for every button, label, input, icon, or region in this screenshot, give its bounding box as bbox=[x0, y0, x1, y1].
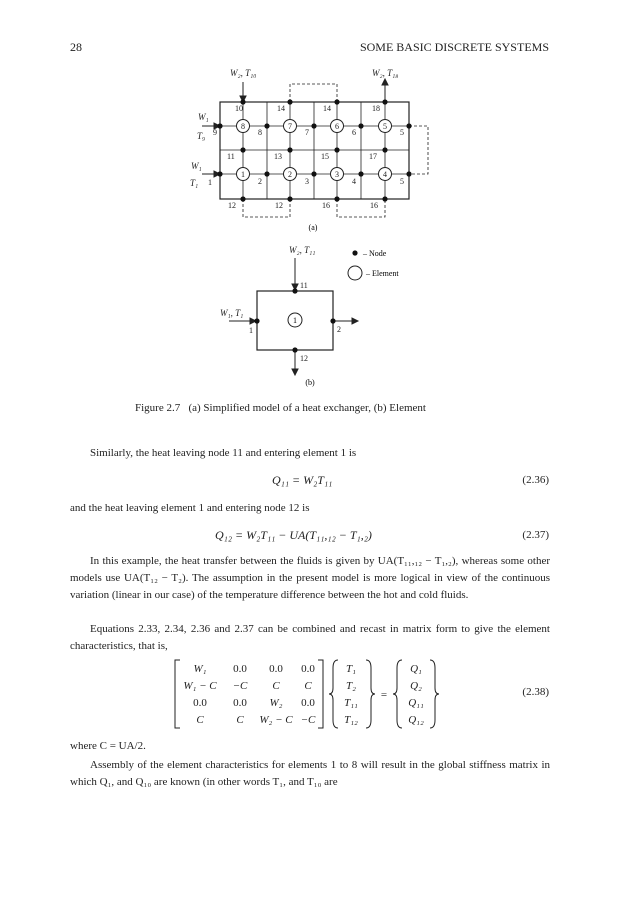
node-11-label: 11 bbox=[300, 281, 308, 290]
legend-element-label: – Element bbox=[366, 269, 399, 278]
t-vector-entry: T₁₁ bbox=[344, 697, 358, 709]
node-label: 6 bbox=[352, 128, 356, 137]
node-label: 14 bbox=[277, 104, 285, 113]
node-label: 10 bbox=[235, 104, 243, 113]
node-label: 4 bbox=[352, 177, 356, 186]
matrix-cell: C bbox=[304, 680, 312, 692]
label-t9: T₉ bbox=[197, 131, 206, 141]
matrix-cell: W₂ − C bbox=[259, 714, 293, 726]
label-w1-t1: W₁, T₁ bbox=[220, 308, 244, 318]
matrix-cell: 0.0 bbox=[301, 663, 315, 675]
figure-a-sublabel: (a) bbox=[308, 223, 318, 232]
node-12-label: 12 bbox=[300, 354, 308, 363]
node-1-label: 1 bbox=[249, 326, 253, 335]
node-label: 7 bbox=[305, 128, 309, 137]
node-label: 5 bbox=[400, 177, 404, 186]
label-w1-lower: W₁ bbox=[191, 161, 202, 171]
matrix-cell: 0.0 bbox=[233, 697, 247, 709]
node-label: 2 bbox=[258, 177, 262, 186]
figure-b-element bbox=[215, 240, 435, 392]
label-w2-t18: W₂, T₁₈ bbox=[372, 68, 399, 78]
matrix-equation-2-38 bbox=[170, 658, 450, 730]
matrix-cell: W₂ bbox=[269, 697, 283, 709]
matrix-cell: C bbox=[272, 680, 280, 692]
node-label: 8 bbox=[258, 128, 262, 137]
element-label: 1 bbox=[241, 170, 245, 179]
legend-node-label: – Node bbox=[363, 249, 387, 258]
where-clause: where C = UA/2. bbox=[70, 740, 146, 752]
matrix-cell: 0.0 bbox=[193, 697, 207, 709]
equals-sign: = bbox=[380, 689, 388, 701]
node-label: 12 bbox=[275, 201, 283, 210]
paragraph-4: Equations 2.33, 2.34, 2.36 and 2.37 can be combined and recast in matrix form to give the element characteristics, that is, bbox=[70, 623, 550, 652]
node-label: 1 bbox=[208, 178, 212, 187]
element-label: 5 bbox=[383, 122, 387, 131]
paragraph-3: In this example, the heat transfer between the fluids is given by UA(T₁₁,₁₂ − T₁,₂), whereas some other models use UA(T₁₂ − T₂). The assumption in the present model is more logical in view of the continuous variation (linear in our case) of the temperature difference between the hot and cold fluids. bbox=[70, 555, 550, 601]
t-vector-entry: T₁₂ bbox=[344, 714, 358, 726]
matrix-cell: 0.0 bbox=[233, 663, 247, 675]
equation-2-37: Q₁₂ = W₂T₁₁ − UA(T₁₁,₁₂ − T₁,₂) bbox=[215, 528, 372, 542]
legend-element-marker bbox=[348, 266, 362, 280]
page-number: 28 bbox=[70, 40, 82, 54]
element-label: 2 bbox=[288, 170, 292, 179]
q-vector-entry: Q₂ bbox=[410, 680, 422, 692]
node-2-label: 2 bbox=[337, 325, 341, 334]
legend-node-marker bbox=[352, 250, 357, 255]
matrix-cell: 0.0 bbox=[269, 663, 283, 675]
node-label: 12 bbox=[228, 201, 236, 210]
matrix-cell: 0.0 bbox=[301, 697, 315, 709]
node-label: 3 bbox=[305, 177, 309, 186]
matrix-cell: C bbox=[196, 714, 204, 726]
label-w1-upper: W₁ bbox=[198, 112, 209, 122]
node-label: 17 bbox=[369, 152, 377, 161]
matrix-cell: C bbox=[236, 714, 244, 726]
matrix-cell: −C bbox=[300, 714, 316, 726]
node-label: 9 bbox=[213, 128, 217, 137]
node-label: 5 bbox=[400, 128, 404, 137]
equation-number-2-36: (2.36) bbox=[522, 474, 549, 486]
t-vector-entry: T₂ bbox=[346, 680, 356, 692]
element-label: 8 bbox=[241, 122, 245, 131]
element-1-label: 1 bbox=[293, 316, 297, 325]
node-label: 16 bbox=[370, 201, 378, 210]
q-vector-entry: Q₁₂ bbox=[408, 714, 424, 726]
label-w2-t10: W₂, T₁₀ bbox=[230, 68, 257, 78]
node-label: 15 bbox=[321, 152, 329, 161]
node-label: 13 bbox=[274, 152, 282, 161]
equation-2-36: Q₁₁ = W₂T₁₁ bbox=[272, 473, 333, 487]
label-w2-t11: W₂, T₁₁ bbox=[289, 245, 316, 255]
figure-caption: Figure 2.7 (a) Simplified model of a heat exchanger, (b) Element bbox=[135, 402, 426, 414]
equation-number-2-37: (2.37) bbox=[522, 529, 549, 541]
label-t1: T₁ bbox=[190, 178, 199, 188]
paragraph-5: Assembly of the element characteristics for elements 1 to 8 will result in the global stiffness matrix in which Q₁, and Q₁₀ are known (in other words T₁, and T₁₀ are bbox=[70, 759, 550, 788]
running-title: SOME BASIC DISCRETE SYSTEMS bbox=[359, 40, 549, 54]
element-label: 3 bbox=[335, 170, 339, 179]
matrix-cell: W₁ bbox=[193, 663, 207, 675]
figure-b-sublabel: (b) bbox=[305, 378, 315, 387]
t-vector-entry: T₁ bbox=[346, 663, 356, 675]
matrix-cell: −C bbox=[232, 680, 248, 692]
paragraph-1: Similarly, the heat leaving node 11 and entering element 1 is bbox=[90, 447, 357, 459]
paragraph-2: and the heat leaving element 1 and entering node 12 is bbox=[70, 502, 310, 514]
element-label: 4 bbox=[383, 170, 387, 179]
node-label: 18 bbox=[372, 104, 380, 113]
element-label: 6 bbox=[335, 122, 339, 131]
node-label: 16 bbox=[322, 201, 330, 210]
figure-a-heat-exchanger-grid bbox=[180, 62, 440, 237]
element-label: 7 bbox=[288, 122, 292, 131]
node-label: 11 bbox=[227, 152, 235, 161]
matrix-cell: W₁ − C bbox=[183, 680, 217, 692]
node-label: 14 bbox=[323, 104, 331, 113]
equation-number-2-38: (2.38) bbox=[522, 686, 549, 698]
q-vector-entry: Q₁₁ bbox=[408, 697, 424, 709]
q-vector-entry: Q₁ bbox=[410, 663, 422, 675]
